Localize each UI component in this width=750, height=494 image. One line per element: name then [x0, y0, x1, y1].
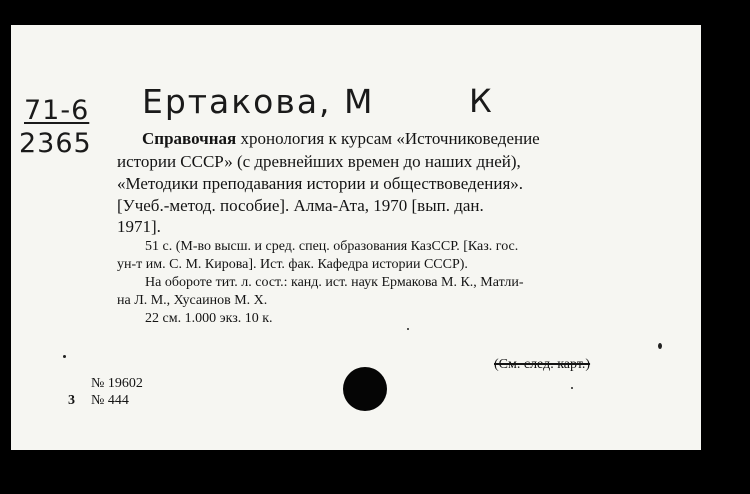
description-line-1: 51 с. (М-во высш. и сред. спец. образования КазССР. [Каз. гос.: [145, 239, 519, 254]
title-line-3: «Методики преподавания истории и обществоведения».: [117, 174, 524, 193]
title-line-4: [Учеб.-метод. пособие]. Алма-Ата, 1970 [вып. дан.: [117, 196, 484, 215]
call-number-top: 71-6: [24, 95, 90, 126]
title-bold: Справочная: [142, 129, 237, 148]
title-line-1-rest: хронология к курсам «Источниковедение: [240, 129, 540, 148]
record-number-2: № 444: [91, 393, 129, 408]
catalog-card: [11, 25, 701, 450]
description-line-5: 22 см. 1.000 экз. 10 к.: [145, 311, 273, 326]
description-line-3: На обороте тит. л. сост.: канд. ист. наук Ермакова М. К., Матли-: [145, 275, 524, 290]
author-initial: К: [469, 82, 492, 120]
ink-speck: [407, 328, 409, 330]
description-line-4: на Л. М., Хусаинов М. Х.: [117, 293, 268, 308]
punch-hole: [343, 367, 387, 411]
see-also-note: (См. след. карт.): [494, 357, 591, 372]
title-line-2: истории СССР» (с древнейших времен до наших дней),: [117, 152, 521, 171]
ink-speck: [571, 387, 573, 389]
call-number-bottom: 2365: [19, 128, 92, 159]
ink-speck: [63, 355, 66, 358]
record-number-1: № 19602: [91, 376, 143, 391]
title-line-5: 1971].: [117, 217, 161, 236]
title-line-1: [142, 128, 540, 149]
ink-speck: [658, 343, 662, 349]
description-line-2: ун-т им. С. М. Кирова]. Ист. фак. Кафедра истории СССР).: [117, 257, 468, 272]
author-handwritten: Ертакова, М: [142, 82, 375, 121]
record-number-2-prefix: 3: [68, 393, 75, 408]
